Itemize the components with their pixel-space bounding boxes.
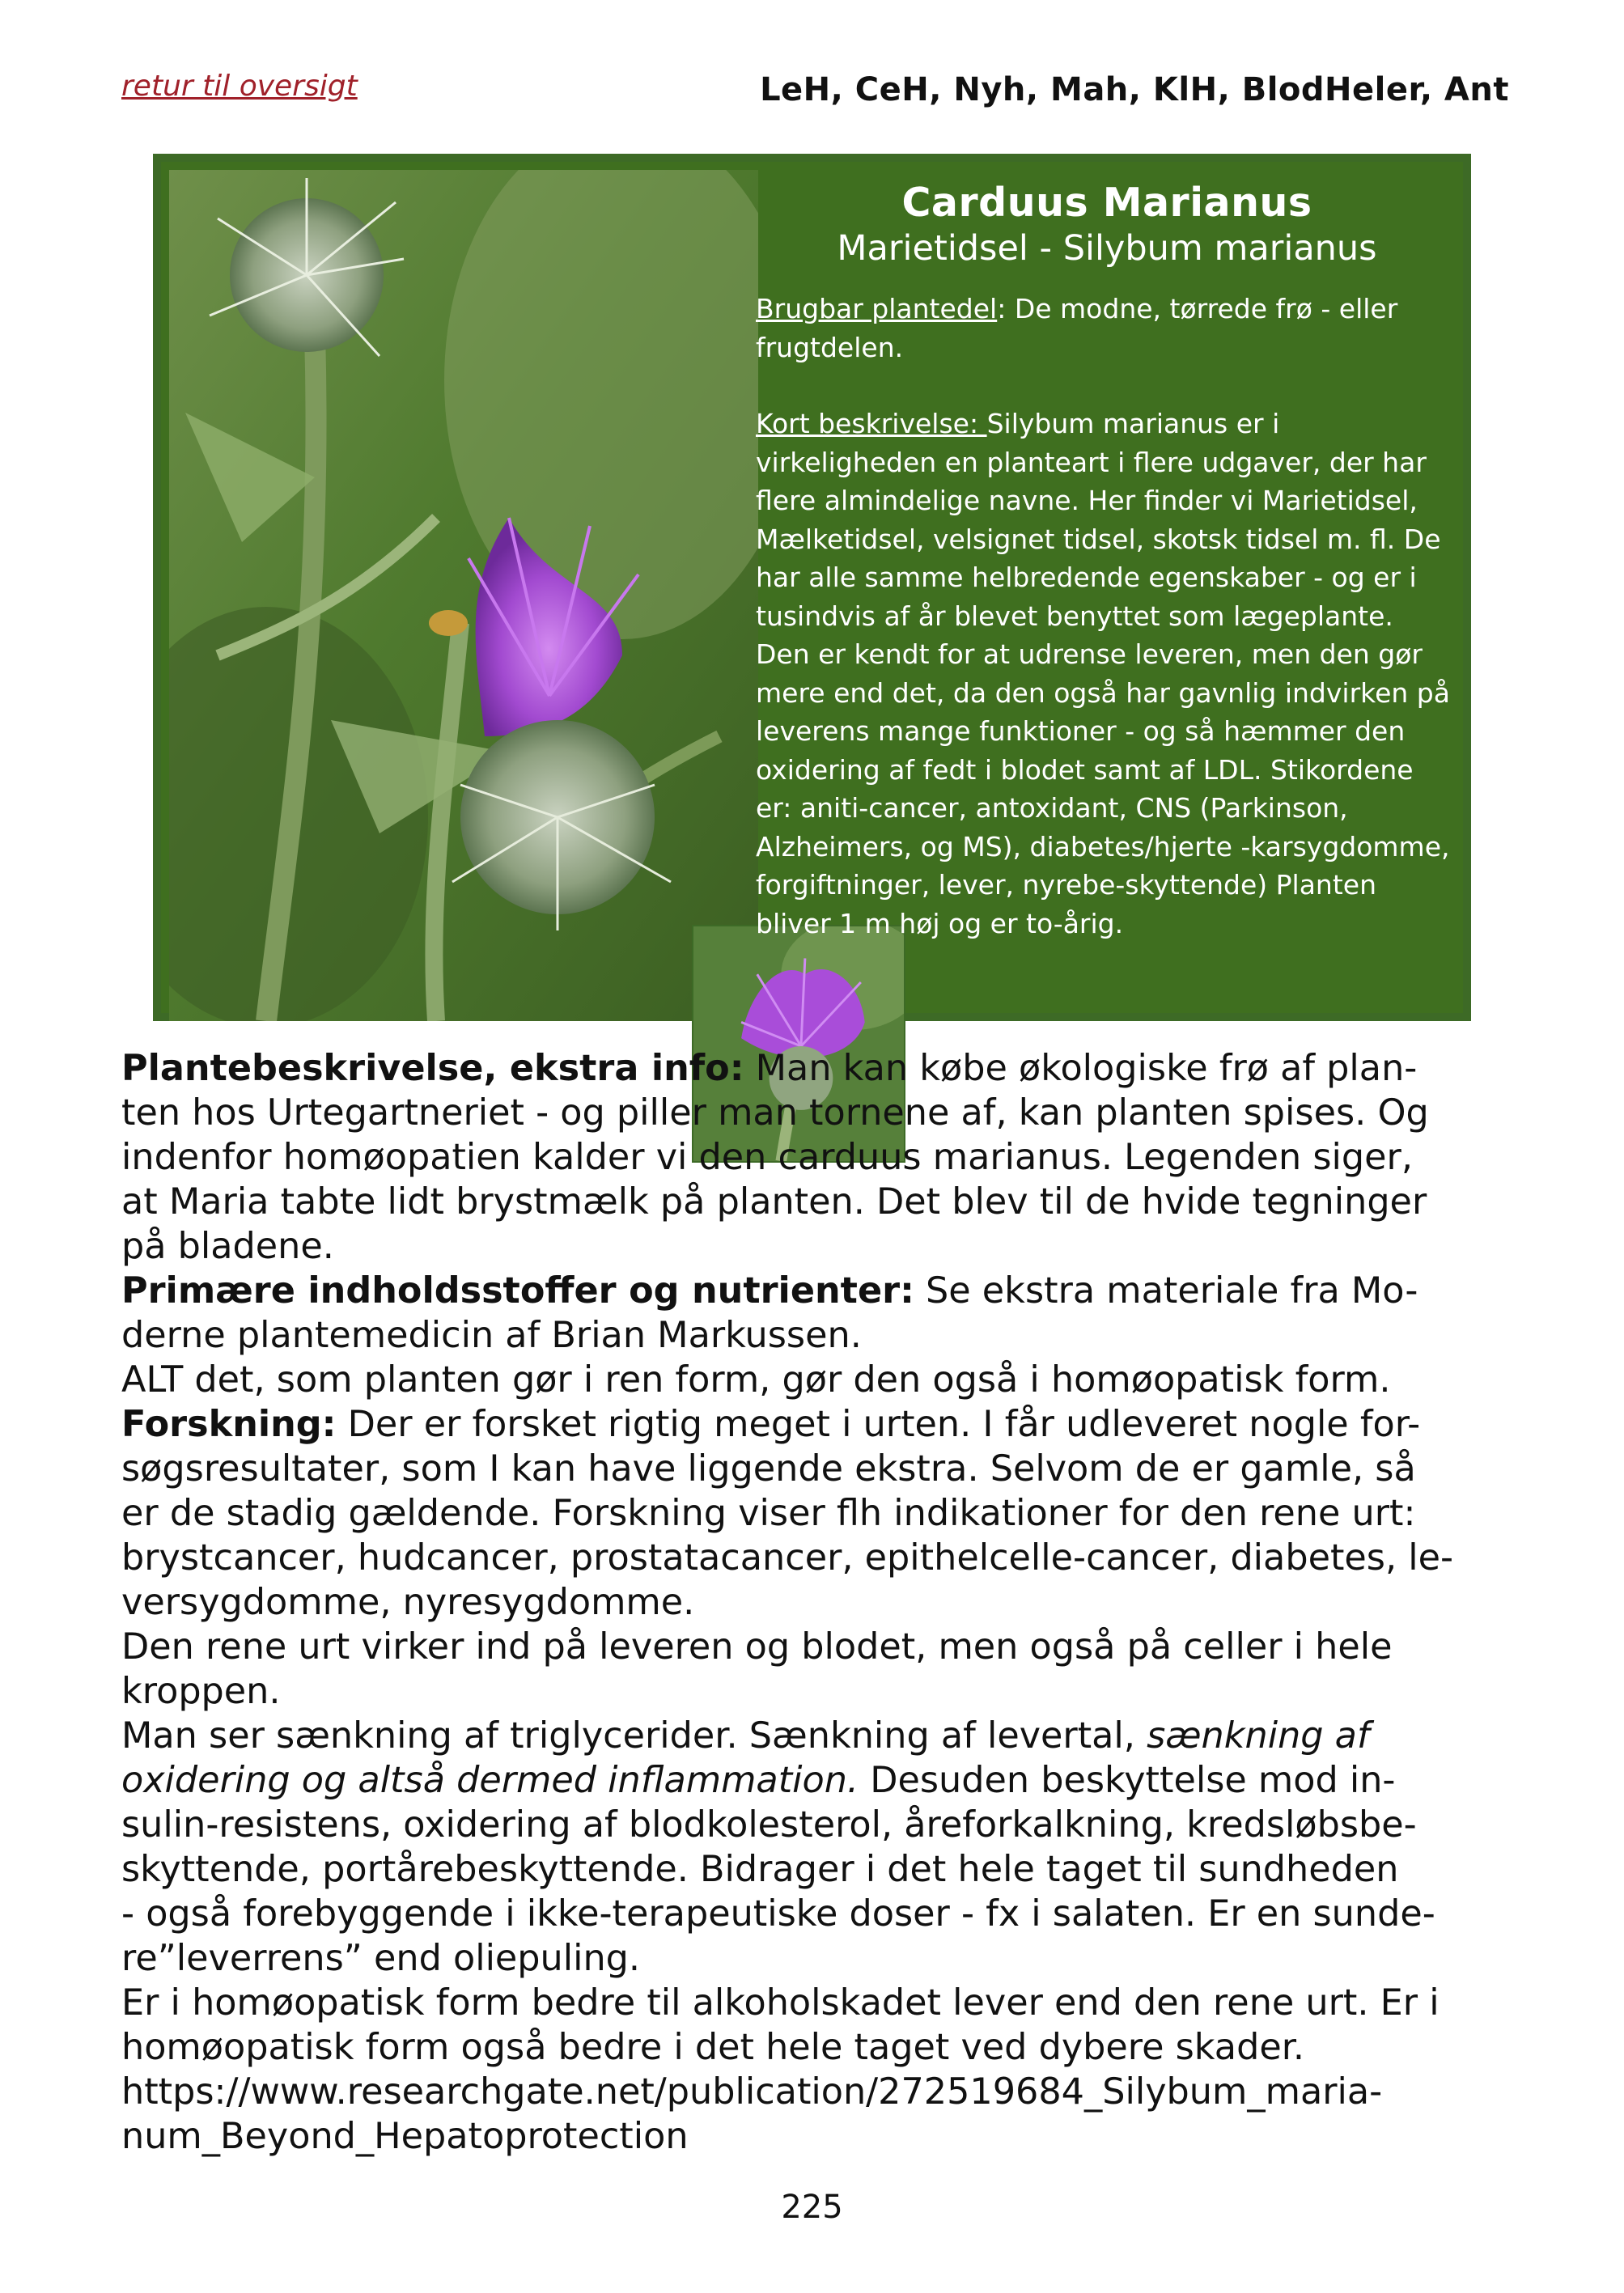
text-line: sulin-resistens, oxidering af blodkolesterol, åreforkalkning, kredsløbsbe- [121,1804,1417,1846]
heading-extra-info: Plantebeskrivelse, ekstra info: [121,1048,744,1089]
text-line: oxidering og altså dermed inflammation. Desuden beskyttelse mod in- [121,1760,1396,1801]
back-to-overview-link[interactable]: retur til oversigt [121,70,358,103]
heading-research: Forskning: [121,1404,337,1445]
text-line: Primære indholdsstoffer og nutrienter: Se ekstra materiale fra Mo- [121,1270,1418,1312]
text-line: derne plantemedicin af Brian Markussen. [121,1315,862,1356]
usable-part-text: : De modne, tørrede frø - eller frugtdelen. [756,293,1398,363]
text-line: Forskning: Der er forsket rigtig meget i urten. I får udleveret nogle for- [121,1404,1421,1445]
text-line: ten hos Urtegartneriet - og piller man tornene af, kan planten spises. Og [121,1092,1429,1134]
text-line: at Maria tabte lidt brystmælk på planten. Det blev til de hvide tegninger [121,1181,1427,1223]
text-line: skyttende, portårebeskyttende. Bidrager i det hele taget til sundheden [121,1849,1399,1890]
plant-description [756,290,1453,943]
text-line: Den rene urt virker ind på leveren og blodet, men også på celler i hele [121,1626,1393,1668]
text-line: homøopatisk form også bedre i det hele taget ved dybere skader. [121,2027,1305,2068]
text-line: Er i homøopatisk form bedre til alkoholskadet lever end den rene urt. Er i [121,1982,1440,2024]
text-line: brystcancer, hudcancer, prostatacancer, epithelcelle-cancer, diabetes, le- [121,1537,1454,1579]
text-line: på bladene. [121,1226,334,1267]
text-line: versygdomme, nyresygdomme. [121,1582,695,1623]
plant-info-panel [751,170,1463,1013]
text-line: indenfor homøopatien kalder vi den carduus marianus. Legenden siger, [121,1137,1413,1178]
category-codes: LeH, CeH, Nyh, Mah, KlH, BlodHeler, Ant [760,71,1509,108]
plant-title: Carduus Marianus [901,180,1312,226]
usable-part [756,290,1453,367]
text-line: søgsresultater, som I kan have liggende ekstra. Selvom de er gamle, så [121,1448,1416,1490]
usable-part-label: Brugbar plantedel [756,293,998,324]
text-line: Plantebeskrivelse, ekstra info: Man kan købe økologiske frø af plan- [121,1048,1418,1089]
text-line: kroppen. [121,1671,281,1712]
text-line: Man ser sænkning af triglycerider. Sænkning af levertal, sænkning af [121,1715,1370,1757]
page-number: 225 [781,2189,843,2226]
text-line: - også forebyggende i ikke-terapeutiske doser - fx i salaten. Er en sunde- [121,1893,1435,1935]
text-line: er de stadig gældende. Forskning viser flh indikationer for den rene urt: [121,1493,1416,1534]
research-url: https://www.researchgate.net/publication/272519684_Silybum_maria- [121,2071,1383,2113]
short-description-label: Kort beskrivelse: [756,408,987,439]
main-body-text [121,1046,1513,2159]
plant-subtitle: Marietidsel - Silybum marianus [837,228,1377,269]
short-description-text: Silybum marianus er i virkeligheden en planteart i flere udgaver, der har flere almindelige navne. Her finder vi Marietidsel, Mælketidsel, velsignet tidsel, skotsk tidsel m. fl. De har alle samme helbredende egenskaber - og er i tusindvis af år blevet benyttet som lægeplante. Den er kendt for at udrense leveren, men den gør mere end det, da den også har gavnlig indvirken på leverens mange funktioner - og så hæmmer den oxidering af fedt i blodet samt af LDL. Stikordene er: aniti-cancer, antoxidant, CNS (Parkinson, Alzheimers, og MS), diabetes/hjerte -karsygdomme, forgiftninger, lever, nyrebe-skyttende) Planten bliver 1 m høj og er to-årig. [756,408,1450,939]
short-description [756,405,1453,943]
thistle-photo [169,170,758,1021]
text-line: ALT det, som planten gør i ren form, gør den også i homøopatisk form. [121,1359,1391,1401]
text-line: re”leverrens” end oliepuling. [121,1938,641,1979]
research-url-cont: num_Beyond_Hepatoprotection [121,2116,689,2157]
heading-nutrients: Primære indholdsstoffer og nutrienter: [121,1270,914,1312]
